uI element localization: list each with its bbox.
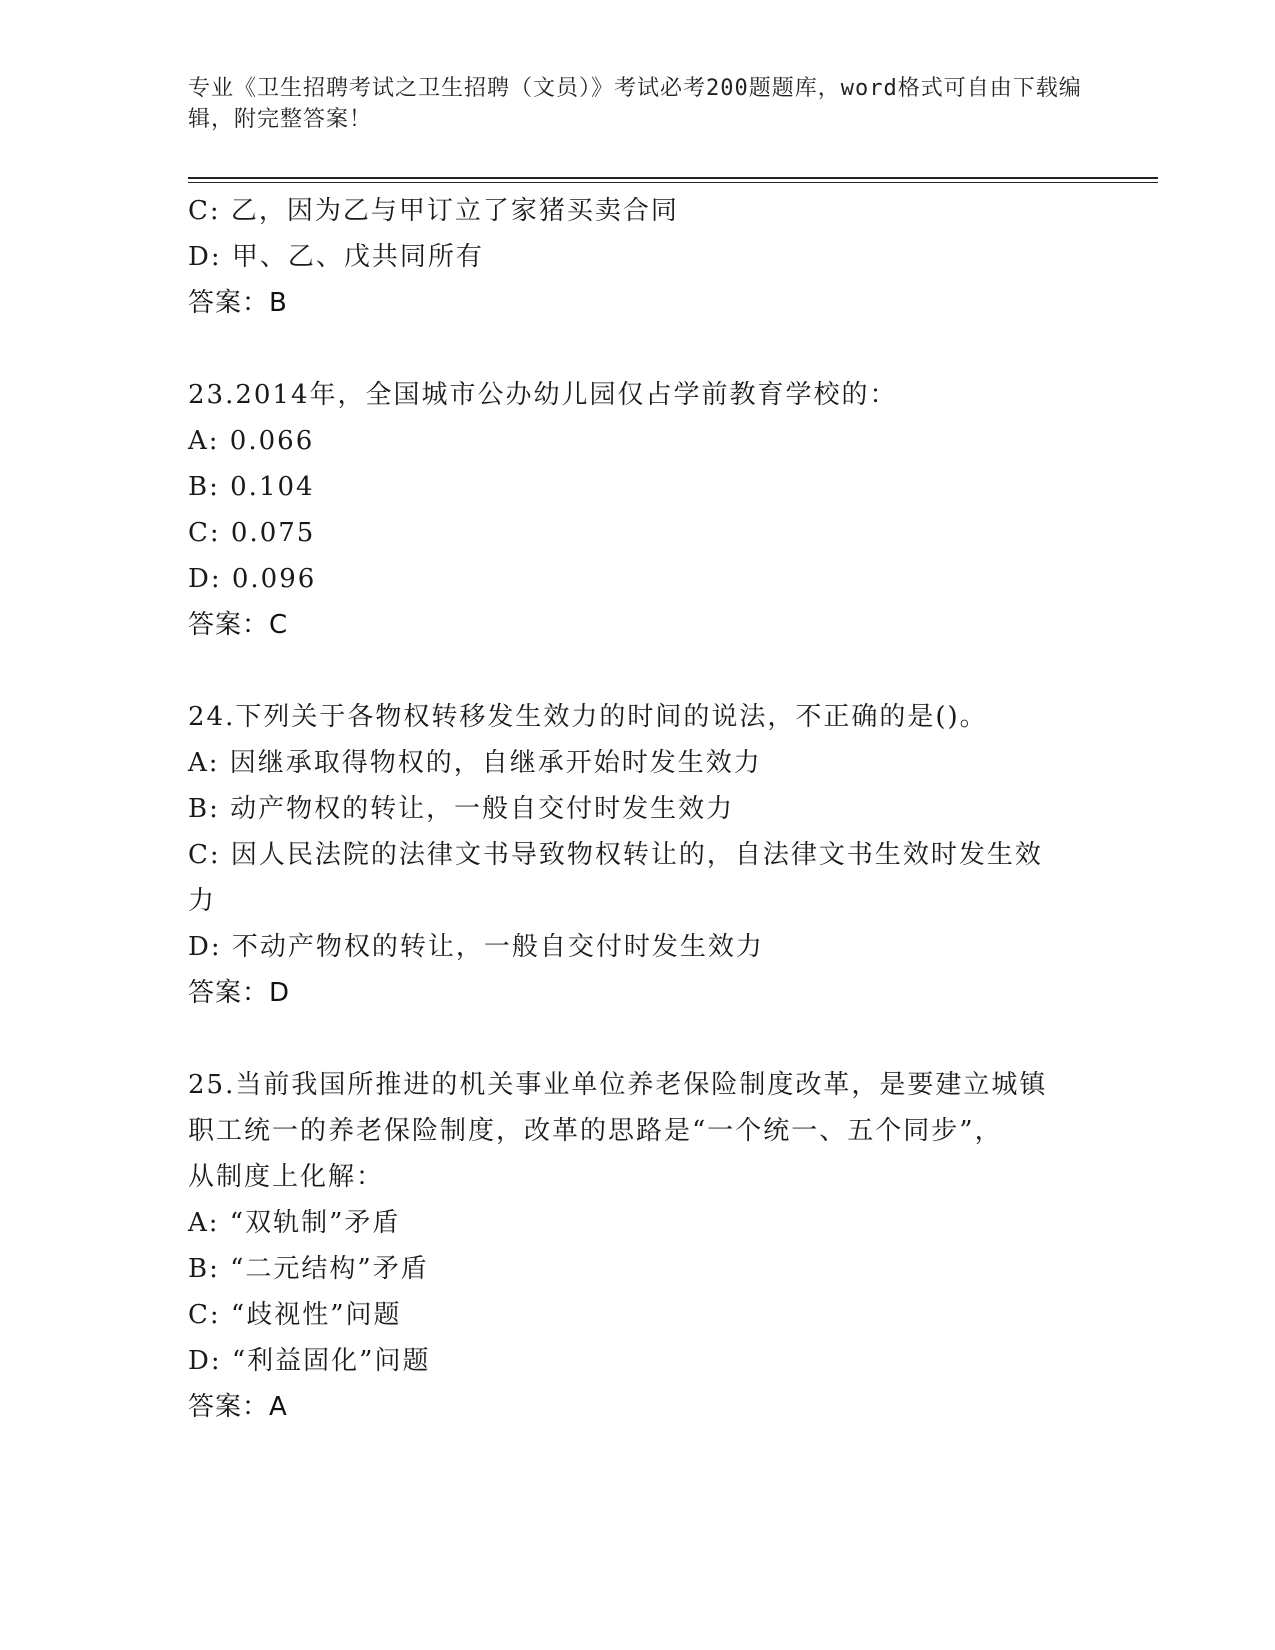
- option-c: C: 乙，因为乙与甲订立了家猪买卖合同: [188, 196, 679, 226]
- option-c: C: “歧视性”问题: [188, 1300, 402, 1330]
- spacer: [188, 326, 1088, 372]
- question-stem: 23.2014年，全国城市公办幼儿园仅占学前教育学校的：: [188, 380, 898, 410]
- option-c-continued: 力: [188, 886, 217, 916]
- answer-line: 答案：D: [188, 978, 291, 1008]
- question-stem: 25.当前我国所推进的机关事业单位养老保险制度改革，是要建立城镇: [188, 1070, 1048, 1100]
- question-23: [188, 372, 1088, 648]
- question-stem-line-2: 职工统一的养老保险制度，改革的思路是“一个统一、五个同步”，: [188, 1116, 1003, 1146]
- header-rule-thin: [188, 182, 1158, 183]
- option-a: A: 因继承取得物权的，自继承开始时发生效力: [188, 748, 762, 778]
- option-b: B: 动产物权的转让，一般自交付时发生效力: [188, 794, 735, 824]
- prev-question-block: [188, 188, 1088, 326]
- header-rule-thick: [188, 177, 1158, 179]
- option-b: B: 0.104: [188, 472, 315, 502]
- option-d: D: 甲、乙、戊共同所有: [188, 242, 484, 272]
- option-d: D: “利益固化”问题: [188, 1346, 431, 1376]
- answer-line: 答案：C: [188, 610, 289, 640]
- spacer: [188, 1016, 1088, 1062]
- option-a: A: “双轨制”矛盾: [188, 1208, 401, 1238]
- option-c: C: 因人民法院的法律文书导致物权转让的，自法律文书生效时发生效: [188, 840, 1043, 870]
- answer-line: 答案：B: [188, 288, 288, 318]
- question-stem: 24.下列关于各物权转移发生效力的时间的说法，不正确的是()。: [188, 702, 988, 732]
- answer-line: 答案：A: [188, 1392, 288, 1422]
- page-header: 专业《卫生招聘考试之卫生招聘（文员）》考试必考200题题库，word格式可自由下载编辑，附完整答案！: [188, 76, 1082, 132]
- option-c: C: 0.075: [188, 518, 316, 548]
- option-b: B: “二元结构”矛盾: [188, 1254, 429, 1284]
- question-stem-line-3: 从制度上化解：: [188, 1162, 385, 1192]
- option-d: D: 不动产物权的转让，一般自交付时发生效力: [188, 932, 764, 962]
- question-24: [188, 694, 1088, 1016]
- question-25: [188, 1062, 1088, 1430]
- option-d: D: 0.096: [188, 564, 317, 594]
- option-a: A: 0.066: [188, 426, 315, 456]
- spacer: [188, 648, 1088, 694]
- question-content: [188, 188, 1088, 1430]
